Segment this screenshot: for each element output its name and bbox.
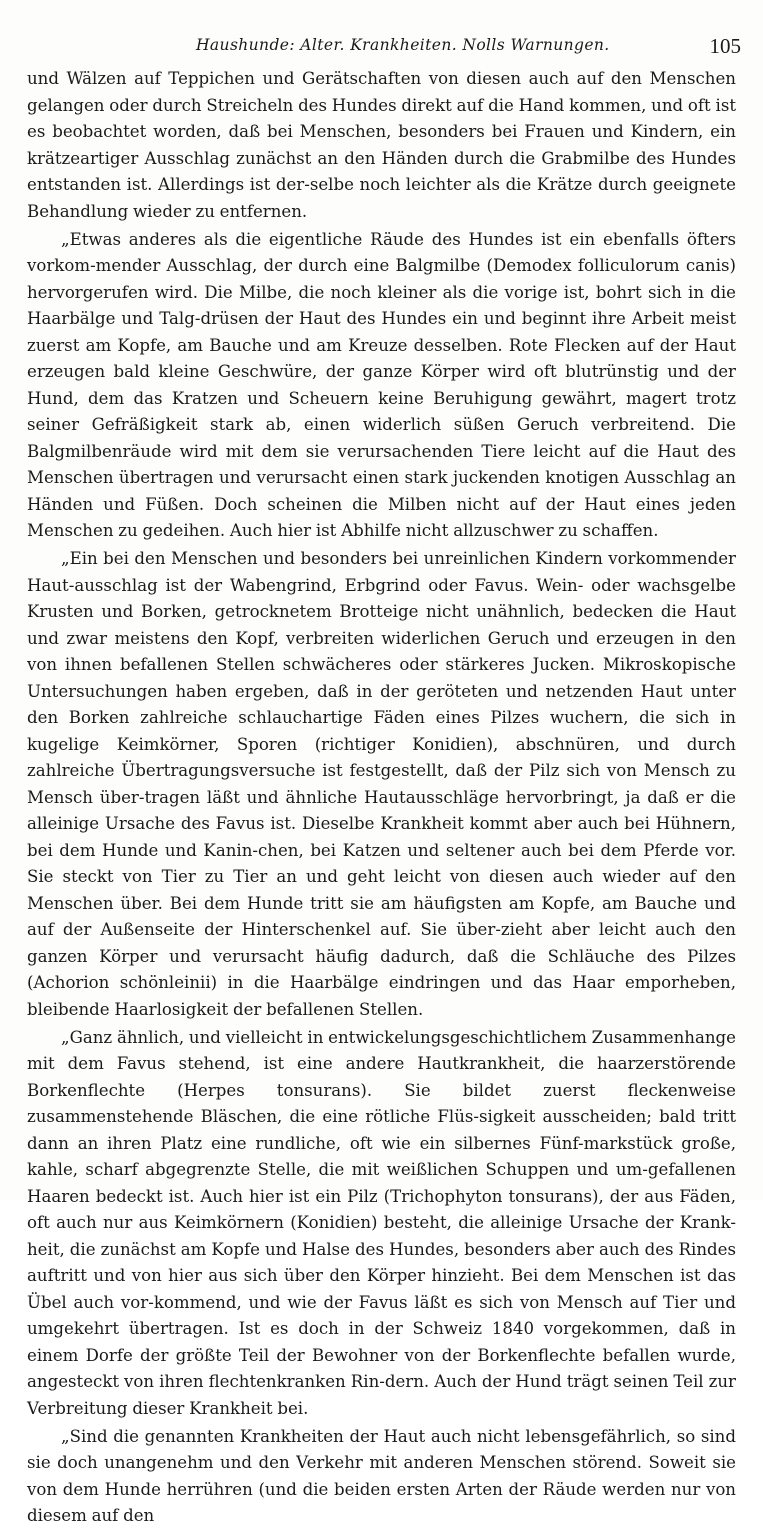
paragraph-borkenflechte: „Ganz ähnlich, und vielleicht in entwickelungsgeschichtlichem Zusammenhange mit dem Favus stehend, ist eine andere Hautkrankheit, die haarzerstörende Borkenflechte (Herpes tonsurans). Sie bildet zuerst fleckenweise zusammenstehende Bläschen, die eine rötliche Flüs-sigkeit ausscheiden; bald tritt dann an ihren Platz eine rundliche, oft wie ein silbernes Fünf-markstück große, kahle, scharf abgegrenzte Stelle, die mit weißlichen Schuppen und um-gefallenen Haaren bedeckt ist. Auch hier ist ein Pilz (Trichophyton tonsurans), der aus Fäden, oft auch nur aus Keimkörnern (Konidien) besteht, die alleinige Ursache der Krank-heit, die zunächst am Kopfe und Halse des Hundes, besonders aber auch des Rindes auftritt und von hier aus sich über den Körper hinzieht. Bei dem Menschen ist das Übel auch vor-kommend, und wie der Favus läßt es sich von Mensch auf Tier und umgekehrt übertragen. Ist es doch in der Schweiz 1840 vorgekommen, daß in einem Dorfe der größte Teil der Bewohner von der Borkenflechte befallen wurde, angesteckt von ihren flechtenkranken Rin-dern. Auch der Hund trägt seinen Teil zur Verbreitung dieser Krankheit bei. xyxy=(27,1027,736,1418)
running-title: Haushunde: Alter. Krankheiten. Nolls Warnungen. xyxy=(196,36,610,54)
paragraph-closing: „Sind die genannten Krankheiten der Haut auch nicht lebensgefährlich, so sind sie doch unangenehm und den Verkehr mit anderen Menschen störend. Soweit sie von dem Hunde herrühren (und die beiden ersten Arten der Räude werden nur von diesem auf den xyxy=(27,1426,736,1525)
page-header xyxy=(0,34,763,64)
body-text xyxy=(27,66,736,1530)
paragraph-favus: „Ein bei den Menschen und besonders bei unreinlichen Kindern vorkommender Haut-ausschlag ist der Wabengrind, Erbgrind oder Favus. Wein- oder wachsgelbe Krusten und Borken, getrocknetem Brotteige nicht unähnlich, bedecken die Haut und zwar meistens den Kopf, verbreiten widerlichen Geruch und erzeugen in den von ihnen befallenen Stellen schwächeres oder stärkeres Jucken. Mikroskopische Untersuchungen haben ergeben, daß in der geröteten und netzenden Haut unter den Borken zahlreiche schlauchartige Fäden eines Pilzes wuchern, die sich in kugelige Keimkörner, Sporen (richtiger Konidien), abschnüren, und durch zahlreiche Übertragungsversuche ist festgestellt, daß der Pilz sich von Mensch zu Mensch über-tragen läßt und ähnliche Hautausschläge hervorbringt, ja daß er die alleinige Ursache des Favus ist. Dieselbe Krankheit kommt aber auch bei Hühnern, bei dem Hunde und Kanin-chen, bei Katzen und seltener auch bei dem Pferde vor. Sie steckt von Tier zu Tier an und geht leicht von diesen auch wieder auf den Menschen über. Bei dem Hunde tritt sie am häufigsten am Kopfe, am Bauche und auf der Außenseite der Hinterschenkel auf. Sie über-zieht aber leicht auch den ganzen Körper und verursacht häufig dadurch, daß die Schläuche des Pilzes (Achorion schönleinii) in die Haarbälge eindringen und das Haar emporheben, bleibende Haarlosigkeit der befallenen Stellen. xyxy=(27,549,736,1019)
paragraph-continuation: und Wälzen auf Teppichen und Gerätschaften von diesen auch auf den Menschen gelangen oder durch Streicheln des Hundes direkt auf die Hand kommen, und oft ist es beobachtet worden, daß bei Menschen, besonders bei Frauen und Kindern, ein krätzeartiger Ausschlag zunächst an den Händen durch die Grabmilbe des Hundes entstanden ist. Allerdings ist der-selbe noch leichter als die Krätze durch geeignete Behandlung wieder zu entfernen. xyxy=(27,69,736,221)
page-number: 105 xyxy=(709,34,741,58)
paragraph-balgmilbe: „Etwas anderes als die eigentliche Räude des Hundes ist ein ebenfalls öfters vorkom-mender Ausschlag, der durch eine Balgmilbe (Demodex folliculorum canis) hervorgerufen wird. Die Milbe, die noch kleiner als die vorige ist, bohrt sich in die Haarbälge und Talg-drüsen der Haut des Hundes ein und beginnt ihre Arbeit meist zuerst am Kopfe, am Bauche und am Kreuze desselben. Rote Flecken auf der Haut erzeugen bald kleine Geschwüre, der ganze Körper wird oft blutrünstig und der Hund, dem das Kratzen und Scheuern keine Beruhigung gewährt, magert trotz seiner Gefräßigkeit stark ab, einen widerlich süßen Geruch verbreitend. Die Balgmilbenräude wird mit dem sie verursachenden Tiere leicht auf die Haut des Menschen übertragen und verursacht einen stark juckenden knotigen Ausschlag an Händen und Füßen. Doch scheinen die Milben nicht auf der Haut eines jeden Menschen zu gedeihen. Auch hier ist Abhilfe nicht allzuschwer zu schaffen. xyxy=(27,229,736,540)
